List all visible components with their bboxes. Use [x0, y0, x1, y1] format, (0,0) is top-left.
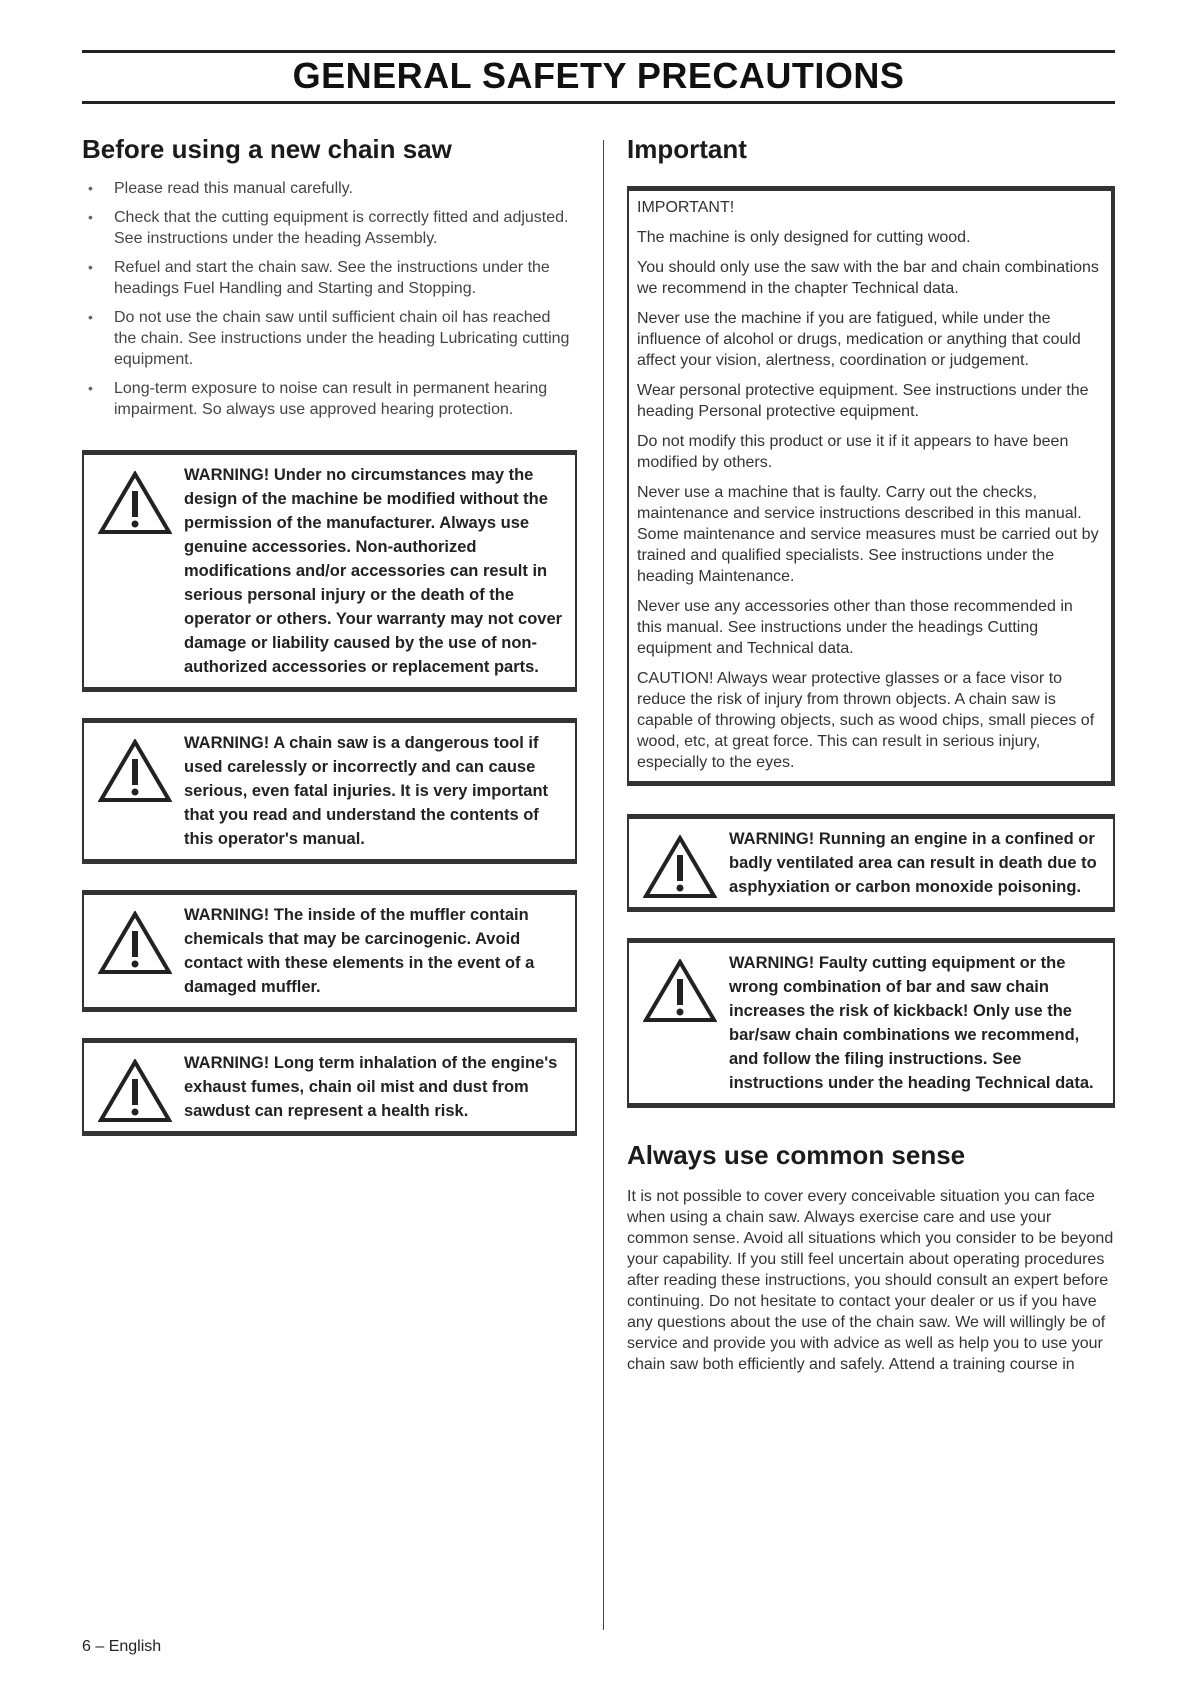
list-item: • Long-term exposure to noise can result in permanent hearing impairment. So always use approved hearing protection.: [88, 380, 548, 418]
common-sense-heading: Always use common sense: [627, 1140, 966, 1170]
common-sense-text: It is not possible to cover every conceivable situation you can face when using a chain saw. Always exercise care and use your common sense. Avoid all situations which you consider to be beyond your capability. If you still feel uncertain about operating procedures after reading these instructions, you should consult an expert before continuing. Do not hesitate to contact your dealer or us if you have any questions about the use of the chain saw. We will willingly be of service and provide you with advice as well as help you to use your chain saw both efficiently and safely. Attend a training course in: [627, 1188, 1114, 1373]
list-item: • Do not use the chain saw until sufficient chain oil has reached the chain. See instructions under the heading Lubricating cutting equipment.: [88, 309, 570, 368]
warning-triangle-icon: [98, 1059, 172, 1123]
warning-text: WARNING! Long term inhalation of the engine's exhaust fumes, chain oil mist and dust from sawdust can represent a health risk.: [184, 1054, 558, 1120]
before-use-list: [82, 178, 577, 420]
warning-box: [627, 814, 1115, 912]
page-title: GENERAL SAFETY PRECAUTIONS: [292, 55, 905, 96]
list-item: • Check that the cutting equipment is correctly fitted and adjusted. See instructions under the heading Assembly.: [88, 209, 569, 247]
warning-text: WARNING! A chain saw is a dangerous tool if used carelessly or incorrectly and can cause serious, even fatal injuries. It is very important that you read and understand the contents of this operator's manual.: [184, 734, 549, 848]
warning-box: [627, 938, 1115, 1108]
left-column: [82, 132, 577, 1136]
before-use-heading: Before using a new chain saw: [82, 134, 452, 164]
warning-triangle-icon: [98, 911, 172, 975]
warning-text: WARNING! The inside of the muffler contain chemicals that may be carcinogenic. Avoid contact with these elements in the event of a damaged muffler.: [184, 906, 535, 996]
warning-triangle-icon: [98, 471, 172, 535]
warning-triangle-icon: [643, 959, 717, 1023]
important-paragraph: Do not modify this product or use it if it appears to have been modified by others.: [637, 433, 1069, 471]
important-paragraph: Never use a machine that is faulty. Carry out the checks, maintenance and service instructions described in this manual. Some maintenance and service measures must be carried out by trained and qualified specialists. See instructions under the heading Maintenance.: [637, 484, 1099, 585]
important-paragraph: Never use the machine if you are fatigued, while under the influence of alcohol or drugs, medication or anything that could affect your vision, alertness, coordination or judgement.: [637, 310, 1081, 369]
right-column: [627, 132, 1115, 1375]
important-paragraph: The machine is only designed for cutting wood.: [637, 229, 971, 246]
important-box: [627, 186, 1115, 786]
list-item: • Refuel and start the chain saw. See the instructions under the headings Fuel Handling and Starting and Stopping.: [88, 259, 550, 297]
warning-box: [82, 890, 577, 1012]
important-paragraph: You should only use the saw with the bar and chain combinations we recommend in the chapter Technical data.: [637, 259, 1099, 297]
column-divider: [603, 140, 604, 1630]
header-rule-bottom: [82, 101, 1115, 104]
warning-text: WARNING! Faulty cutting equipment or the wrong combination of bar and saw chain increases the risk of kickback! Only use the bar/saw chain combinations we recommend, and follow the filing instructions. See instructions under the heading Technical data.: [729, 954, 1094, 1092]
page-footer: 6 – English: [82, 1638, 162, 1655]
warning-box: [82, 718, 577, 864]
important-paragraph: Never use any accessories other than those recommended in this manual. See instructions under the headings Cutting equipment and Technical data.: [637, 598, 1073, 657]
important-paragraph: Wear personal protective equipment. See instructions under the heading Personal protective equipment.: [637, 382, 1089, 420]
warning-text: WARNING! Running an engine in a confined or badly ventilated area can result in death due to asphyxiation or carbon monoxide poisoning.: [729, 830, 1097, 896]
warning-triangle-icon: [643, 835, 717, 899]
important-paragraph: IMPORTANT!: [637, 199, 735, 216]
warning-text: WARNING! Under no circumstances may the design of the machine be modified without the permission of the manufacturer. Always use genuine accessories. Non-authorized modifications and/or accessories can result in serious personal injury or the death of the operator or others. Your warranty may not cover damage or liability caused by the use of non-authorized accessories or replacement parts.: [184, 466, 563, 676]
warning-box: [82, 1038, 577, 1136]
warning-triangle-icon: [98, 739, 172, 803]
important-heading: Important: [627, 134, 747, 164]
important-paragraph: CAUTION! Always wear protective glasses or a face visor to reduce the risk of injury from thrown objects. A chain saw is capable of throwing objects, such as wood chips, small pieces of wood, etc, at great force. This can result in serious injury, especially to the eyes.: [637, 670, 1095, 771]
list-item: • Please read this manual carefully.: [88, 180, 353, 197]
warning-box: [82, 450, 577, 692]
